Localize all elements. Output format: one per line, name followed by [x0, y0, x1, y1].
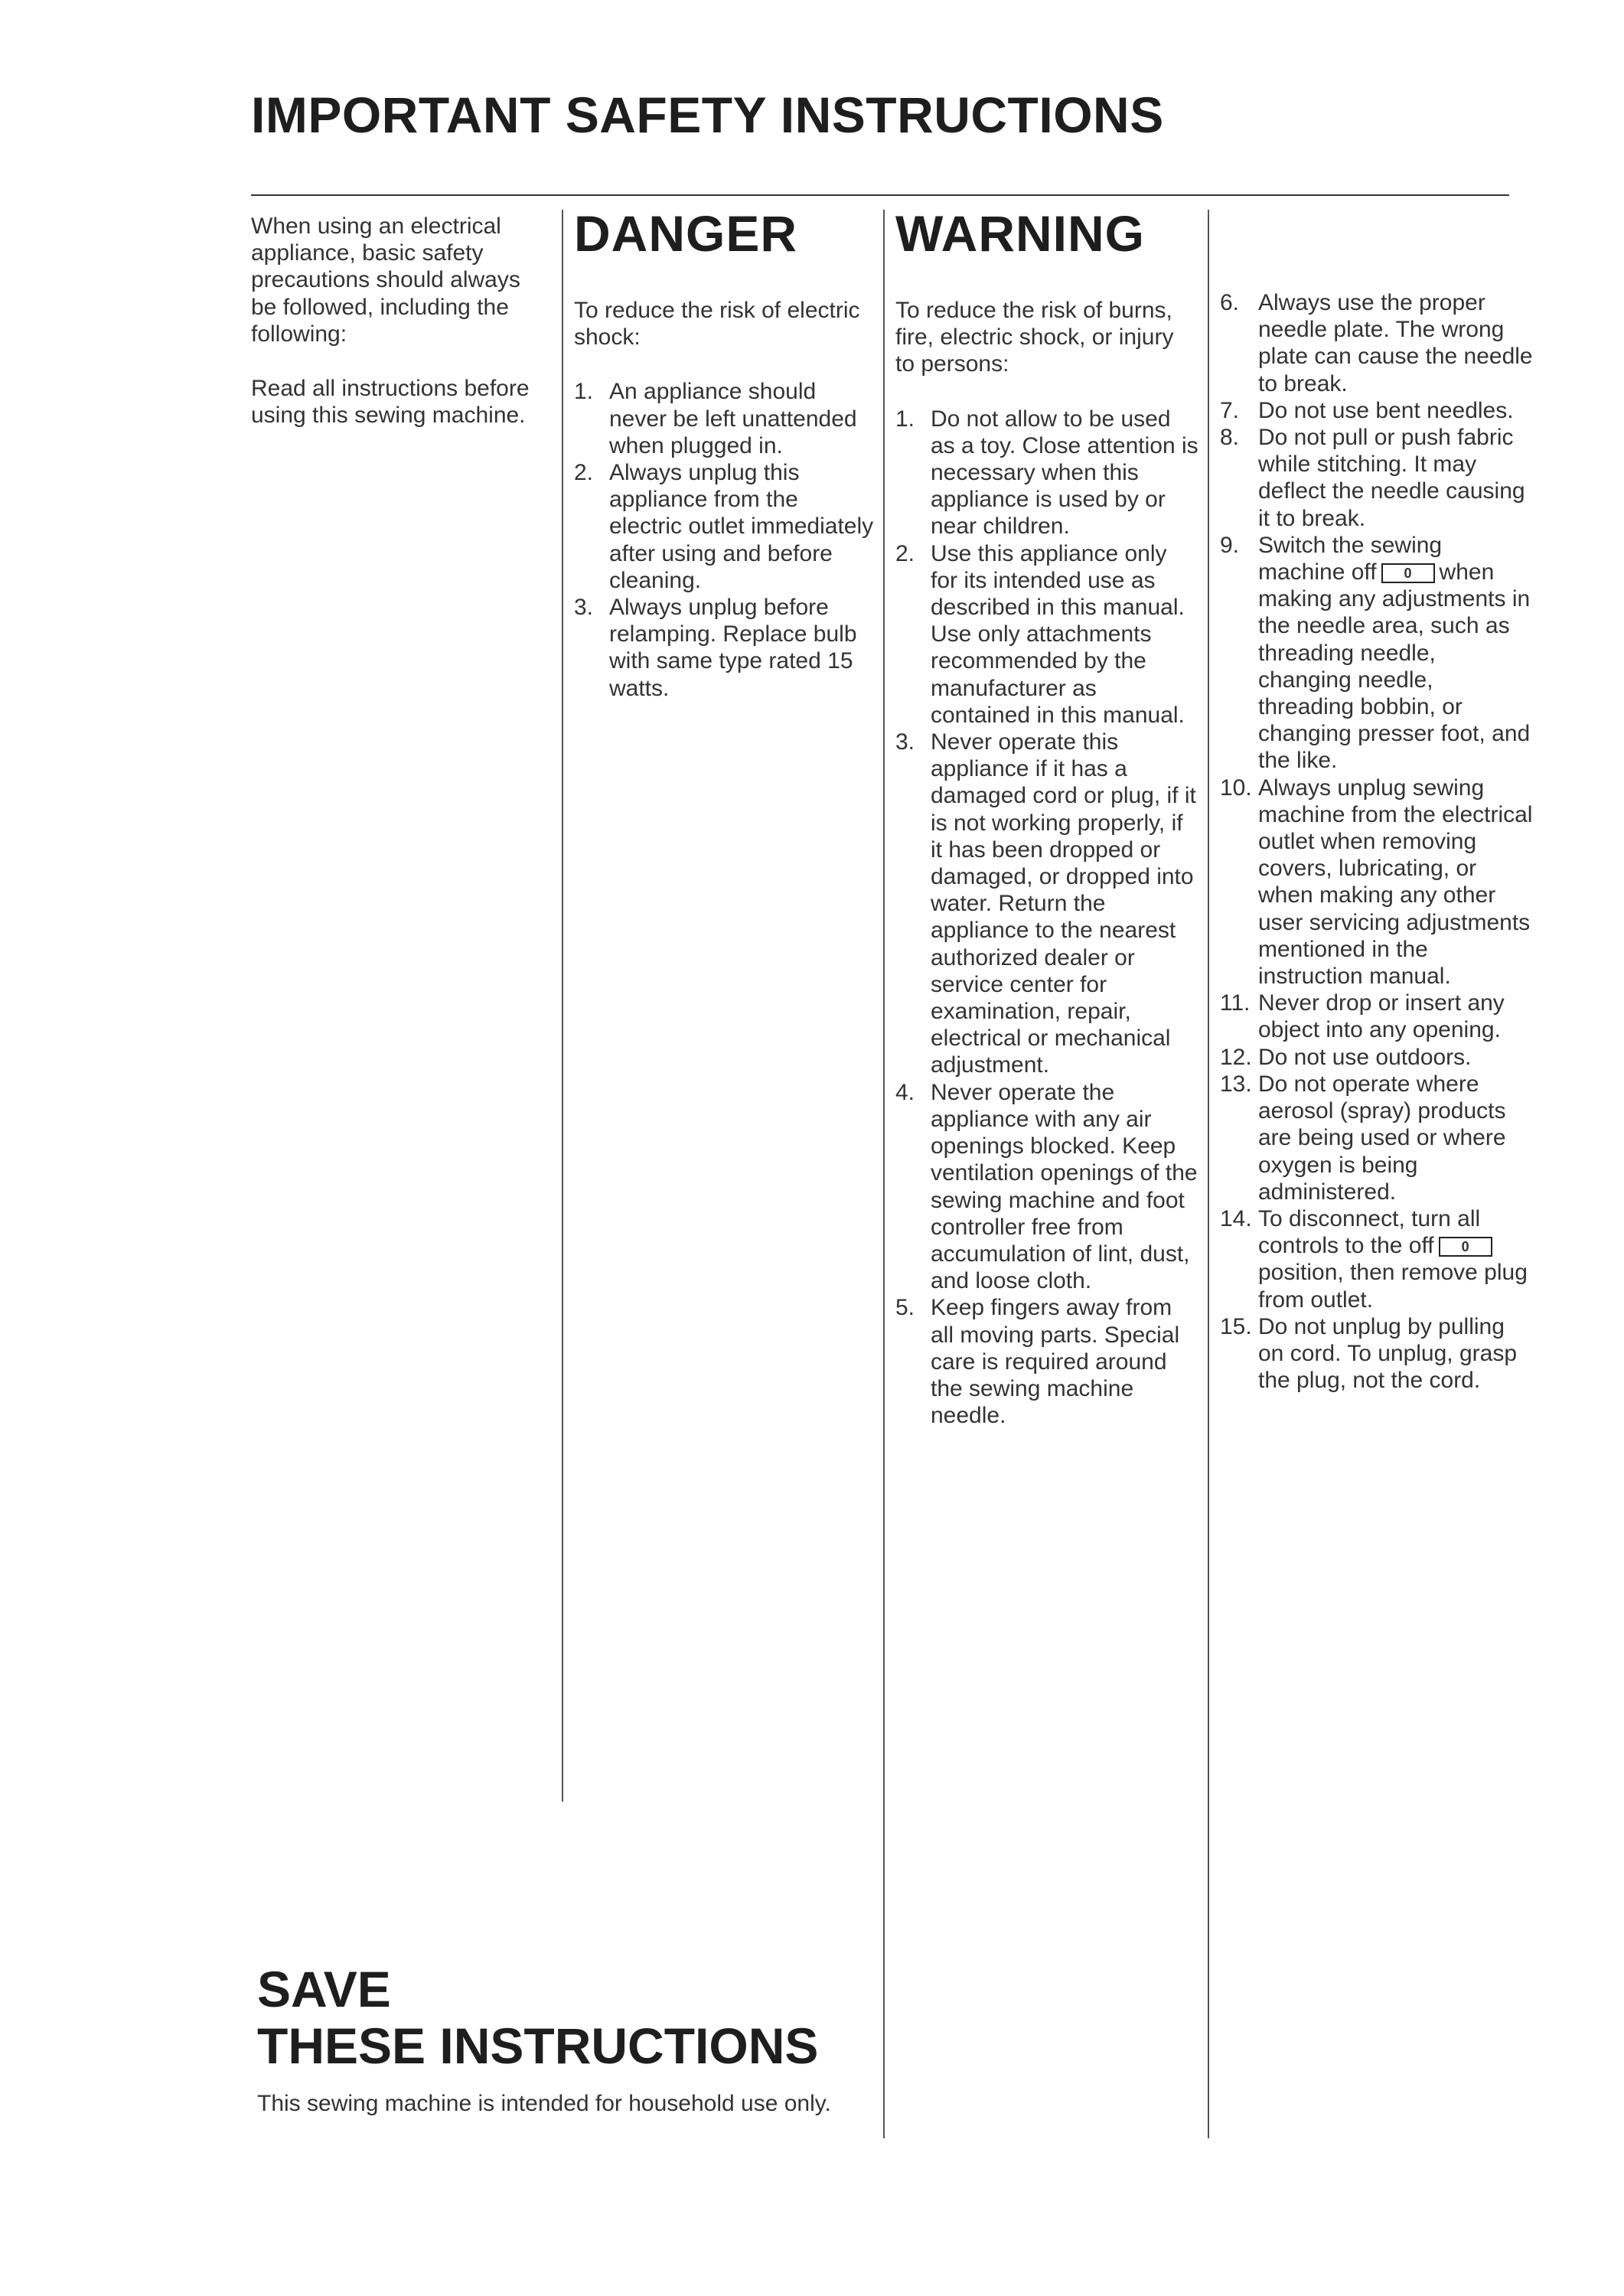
- item-text: Never operate this appliance if it has a damaged cord or plug, if it is not working properly, if it has been dropped or damaged, or dropped into water. Return the appliance to the nearest authorized dealer or service center for examination, repair, electrical or mechanical adjustment.: [931, 729, 1196, 1078]
- item-text: Do not allow to be used as a toy. Close attention is necessary when this appliance is used by or near children.: [931, 406, 1198, 540]
- item-number: 12.: [1220, 1044, 1252, 1070]
- item-number: 9.: [1220, 532, 1240, 558]
- list-item: [574, 378, 874, 459]
- item-text: Keep fingers away from all moving parts. Special care is required around the sewing machine needle.: [931, 1295, 1180, 1429]
- column-divider-2: [883, 210, 885, 2138]
- item-text: To disconnect, turn all controls to the off: [1258, 1205, 1481, 1259]
- item-text: Do not use bent needles.: [1258, 397, 1514, 423]
- list-item: [895, 540, 1198, 729]
- list-item: [1220, 775, 1534, 990]
- item-number: 14.: [1220, 1205, 1252, 1231]
- item-number: 13.: [1220, 1071, 1252, 1097]
- list-item: [1220, 990, 1534, 1043]
- list-item: [895, 1079, 1198, 1295]
- list-item: [1220, 397, 1534, 424]
- list-item: [1220, 1205, 1534, 1313]
- item-number: 4.: [895, 1079, 915, 1105]
- item-number: 2.: [574, 460, 594, 486]
- item-text: Always unplug before relamping. Replace bulb with same type rated 15 watts.: [609, 595, 857, 701]
- list-item: [574, 459, 874, 594]
- item-text: Do not pull or push fabric while stitching. It may deflect the needle causing it to break.: [1258, 425, 1525, 531]
- list-item: [1220, 1044, 1534, 1071]
- household-use-note: This sewing machine is intended for household use only.: [257, 2091, 831, 2116]
- item-text: Use this appliance only for its intended use as described in this manual. Use only attachments recommended by the manufacturer as contained in this manual.: [931, 540, 1185, 728]
- item-number: 1.: [574, 379, 594, 405]
- item-number: 10.: [1220, 775, 1252, 801]
- item-text: Never drop or insert any object into any opening.: [1258, 990, 1505, 1043]
- list-item: [1220, 1313, 1534, 1394]
- column-divider-1: [562, 210, 563, 1802]
- item-number: 15.: [1220, 1313, 1252, 1339]
- header-divider: [251, 194, 1509, 196]
- item-text: Always unplug sewing machine from the electrical outlet when removing covers, lubricating, or when making any other user servicing adjustments mentioned in the instruction manual.: [1258, 775, 1533, 990]
- item-text: Do not unplug by pulling on cord. To unplug, grasp the plug, not the cord.: [1258, 1313, 1518, 1394]
- list-item: [1220, 424, 1534, 532]
- item-text: Always unplug this appliance from the electric outlet immediately after using and before cleaning.: [609, 460, 874, 593]
- save-heading-line1: SAVE: [257, 1961, 391, 2017]
- list-item: [895, 406, 1198, 540]
- intro-paragraph: When using an electrical appliance, basic safety precautions should always be followed, including the following:: [251, 214, 520, 347]
- warning-column: [895, 205, 1198, 1429]
- warning-heading: WARNING: [895, 205, 1145, 262]
- column-divider-3: [1208, 210, 1209, 2138]
- item-number: 8.: [1220, 425, 1240, 451]
- danger-heading: DANGER: [574, 205, 798, 262]
- danger-lead: To reduce the risk of electric shock:: [574, 298, 860, 351]
- danger-list: [574, 378, 874, 701]
- item-number: 3.: [895, 729, 915, 755]
- continued-list: [1220, 289, 1534, 1394]
- list-item: [1220, 289, 1534, 397]
- item-number: 11.: [1220, 990, 1251, 1016]
- warning-list: [895, 406, 1198, 1430]
- item-text: Do not use outdoors.: [1258, 1044, 1472, 1070]
- off-switch-symbol-icon: 0: [1381, 563, 1435, 583]
- off-switch-symbol-icon: 0: [1439, 1237, 1492, 1257]
- save-instructions-heading: [257, 1961, 818, 2074]
- continued-column: [1220, 289, 1534, 1394]
- item-number: 6.: [1220, 290, 1240, 315]
- item-text: Do not operate where aerosol (spray) products are being used or where oxygen is being administered.: [1258, 1071, 1506, 1205]
- item-text: position, then remove plug from outlet.: [1258, 1260, 1528, 1313]
- warning-lead: To reduce the risk of burns, fire, electric shock, or injury to persons:: [895, 298, 1174, 377]
- list-item: [1220, 1071, 1534, 1205]
- danger-column: [574, 205, 874, 702]
- item-number: 2.: [895, 540, 915, 566]
- item-number: 5.: [895, 1295, 915, 1321]
- list-item: [1220, 532, 1534, 775]
- page-title: IMPORTANT SAFETY INSTRUCTIONS: [251, 86, 1164, 143]
- item-text: when making any adjustments in the needle area, such as threading needle, changing needle, threading bobbin, or changing presser foot, and the like.: [1258, 559, 1531, 774]
- item-text: Switch the sewing machine off: [1258, 532, 1443, 585]
- item-text: An appliance should never be left unattended when plugged in.: [609, 379, 857, 458]
- item-number: 1.: [895, 406, 915, 432]
- item-number: 3.: [574, 595, 594, 621]
- list-item: [895, 1294, 1198, 1429]
- item-text: Never operate the appliance with any air openings blocked. Keep ventilation openings of the sewing machine and foot controller free from accumulation of lint, dust, and loose cloth.: [931, 1079, 1198, 1294]
- intro-column: [251, 213, 549, 456]
- list-item: [574, 594, 874, 702]
- save-heading-line2: THESE INSTRUCTIONS: [257, 2017, 819, 2074]
- intro-read-instructions: Read all instructions before using this sewing machine.: [251, 376, 530, 429]
- item-text: Always use the proper needle plate. The wrong plate can cause the needle to break.: [1258, 290, 1533, 396]
- item-number: 7.: [1220, 397, 1240, 423]
- list-item: [895, 729, 1198, 1079]
